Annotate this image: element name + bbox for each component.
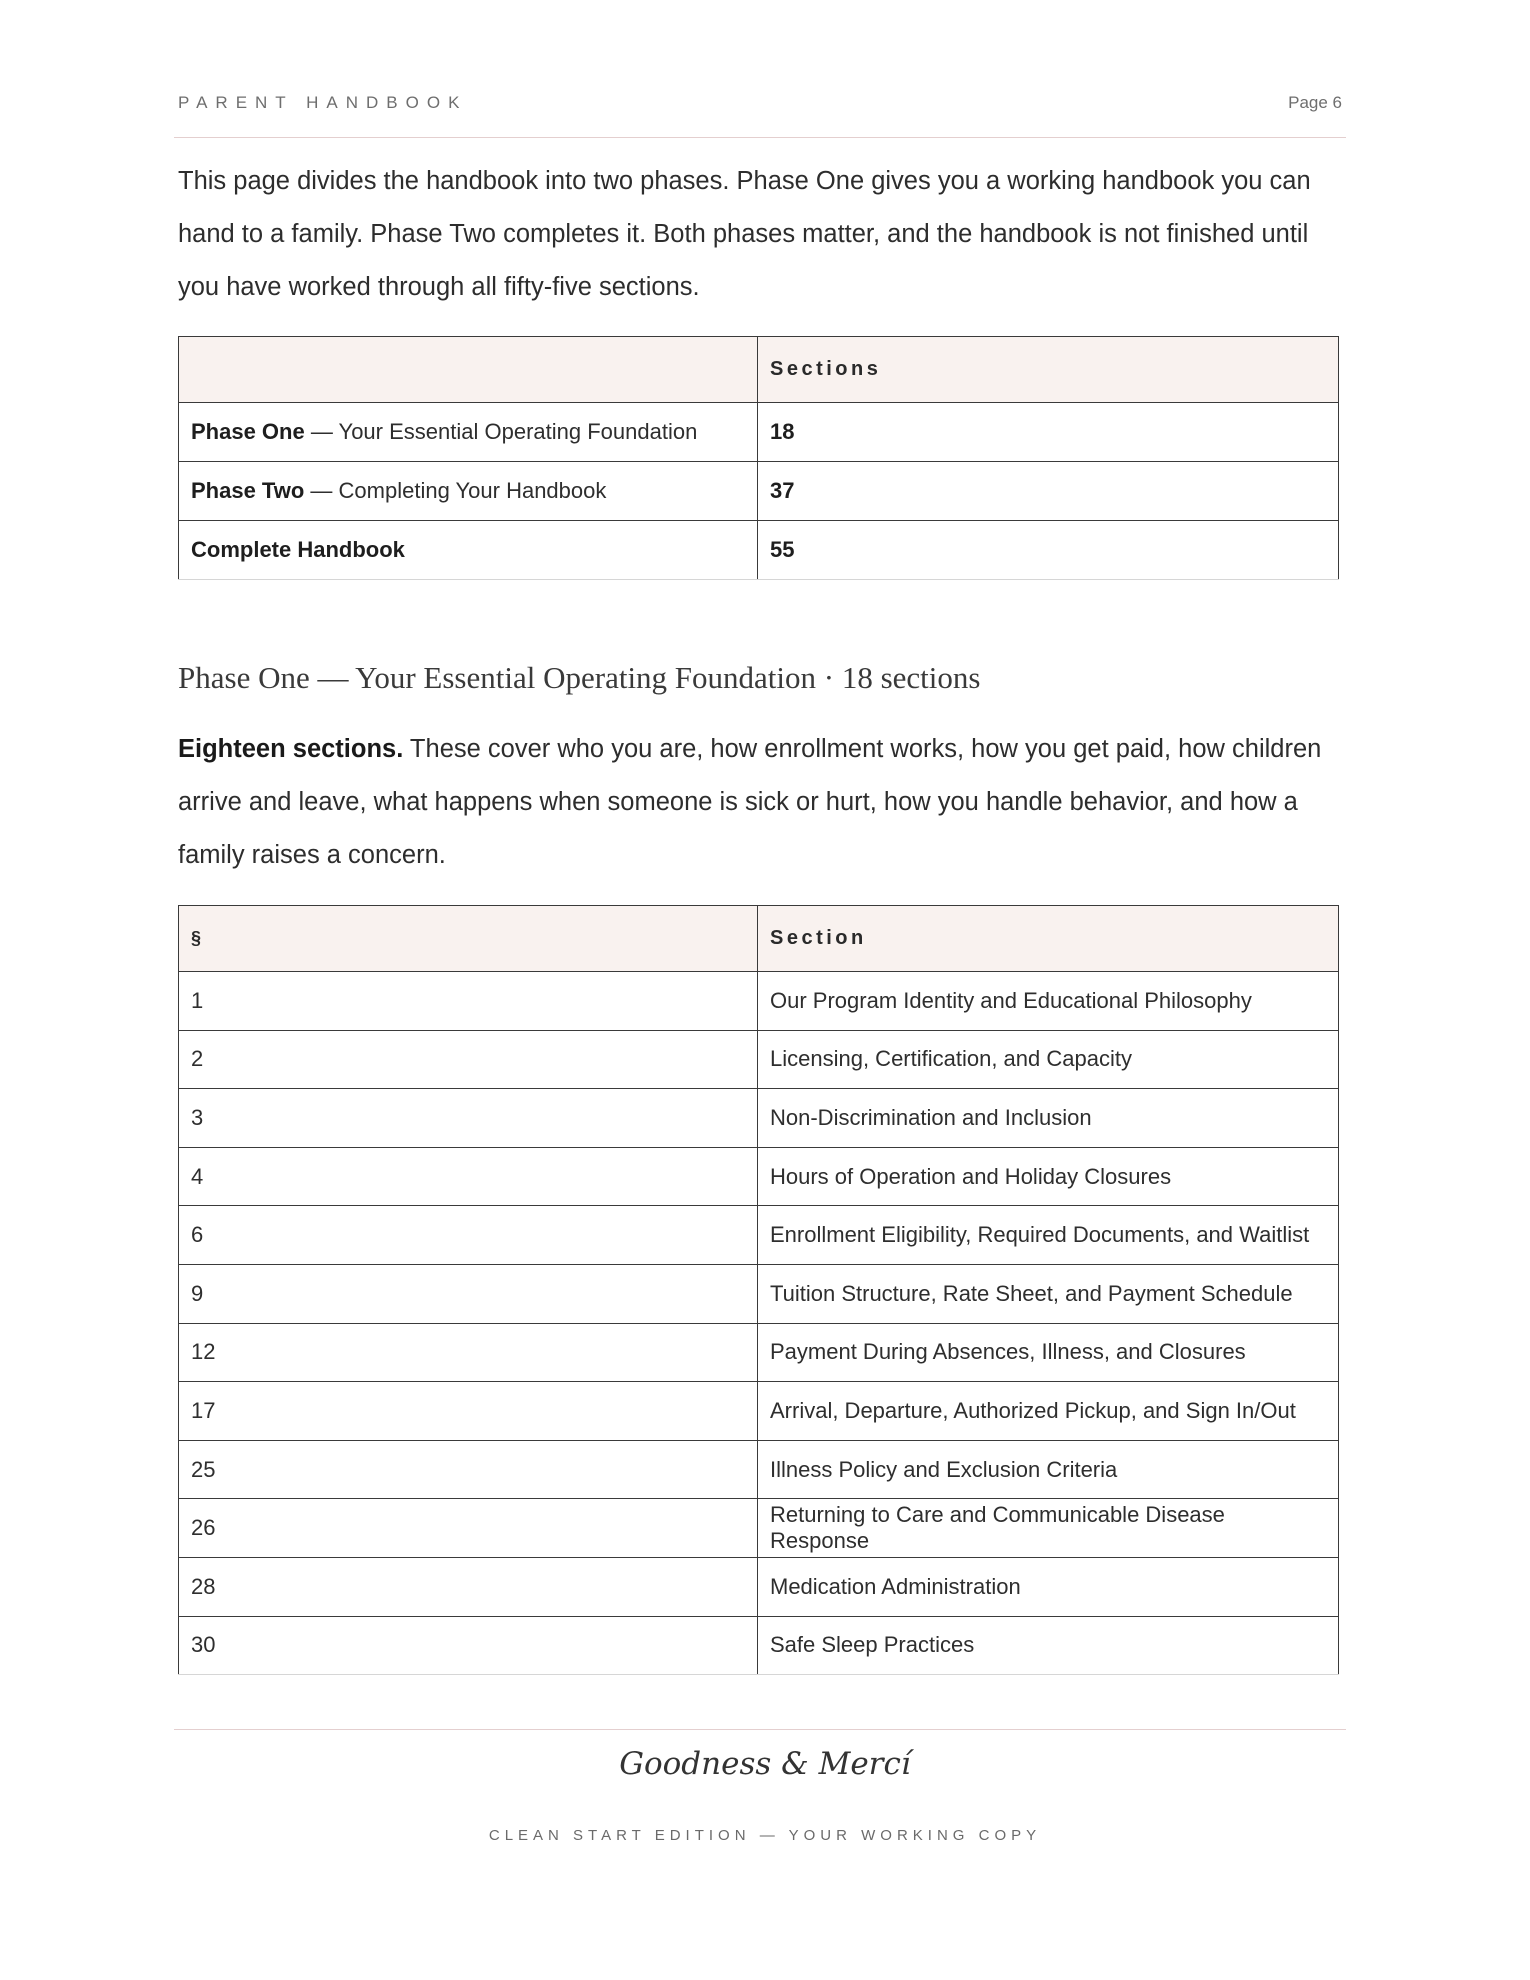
phase-description: — Completing Your Handbook [304,478,607,503]
table-row [179,1206,1339,1265]
table-header-row [179,906,1339,972]
header-divider [174,137,1346,138]
phase-cell [179,462,758,521]
phase-cell [179,521,758,580]
section-number: 9 [179,1264,758,1323]
section-number: 28 [179,1557,758,1616]
section-title: Non-Discrimination and Inclusion [758,1089,1339,1148]
section-count: 37 [758,462,1339,521]
column-header-sections: Sections [758,337,1339,403]
phase-name: Phase One [191,419,305,444]
table-row [179,1264,1339,1323]
edition-label: CLEAN START EDITION — YOUR WORKING COPY [488,1827,1042,1844]
table-row [179,1440,1339,1499]
table-row [179,1616,1339,1675]
section-title: Medication Administration [758,1557,1339,1616]
table-header-row [179,337,1339,403]
section-title: Payment During Absences, Illness, and Closures [758,1323,1339,1382]
section-number: 6 [179,1206,758,1265]
table-row [179,1382,1339,1441]
phase-one-lead: Eighteen sections. [178,735,404,763]
table-row [179,1557,1339,1616]
phase-one-intro [178,723,1348,882]
section-title: Enrollment Eligibility, Required Documents, and Waitlist [758,1206,1339,1265]
table-row [179,462,1339,521]
column-header-section: Section [758,906,1339,972]
phase-cell [179,403,758,462]
table-row [179,1499,1339,1558]
intro-paragraph: This page divides the handbook into two phases. Phase One gives you a working handbook you can hand to a family. Phase Two completes it. Both phases matter, and the handbook is not finished until you have worked through all fifty-five sections. [178,167,1311,301]
table-row [179,1030,1339,1089]
phase-description: — Your Essential Operating Foundation [304,419,698,444]
section-number: 25 [179,1440,758,1499]
section-title: Licensing, Certification, and Capacity [758,1030,1339,1089]
section-title: Tuition Structure, Rate Sheet, and Payment Schedule [758,1264,1339,1323]
table-row [179,1089,1339,1148]
section-number: 2 [179,1030,758,1089]
section-number: 3 [179,1089,758,1148]
section-count: 55 [758,521,1339,580]
table-row [179,1323,1339,1382]
section-title: Hours of Operation and Holiday Closures [758,1147,1339,1206]
section-title: Returning to Care and Communicable Disease Response [758,1499,1339,1558]
section-number: 12 [179,1323,758,1382]
column-header-number: § [179,906,758,972]
phase-one-text: These cover who you are, how enrollment works, how you get paid, how children arrive and leave, what happens when someone is sick or hurt, how you handle behavior, and how a family raises a concern. [178,735,1322,869]
section-number: 1 [179,972,758,1031]
page-header [178,88,1342,118]
phase-one-sections-table [178,905,1339,1675]
table-row [179,521,1339,580]
section-count: 18 [758,403,1339,462]
phase-summary-table [178,336,1339,580]
table-row [179,972,1339,1031]
table-row [179,1147,1339,1206]
section-number: 30 [179,1616,758,1675]
section-number: 26 [179,1499,758,1558]
brand-logo-text: Goodness & Mercí [619,1746,911,1782]
phase-name: Complete Handbook [191,537,405,562]
footer-divider [174,1729,1346,1730]
phase-name: Phase Two [191,478,305,503]
page-number: Page 6 [1288,93,1342,112]
section-number: 17 [179,1382,758,1441]
section-title: Illness Policy and Exclusion Criteria [758,1440,1339,1499]
section-title: Our Program Identity and Educational Philosophy [758,972,1339,1031]
section-title: Arrival, Departure, Authorized Pickup, and Sign In/Out [758,1382,1339,1441]
table-row [179,403,1339,462]
section-title: Safe Sleep Practices [758,1616,1339,1675]
handbook-title: PARENT HANDBOOK [178,93,468,112]
phase-one-heading: Phase One — Your Essential Operating Foundation · 18 sections [178,660,981,695]
column-header-phase [179,337,758,403]
section-number: 4 [179,1147,758,1206]
